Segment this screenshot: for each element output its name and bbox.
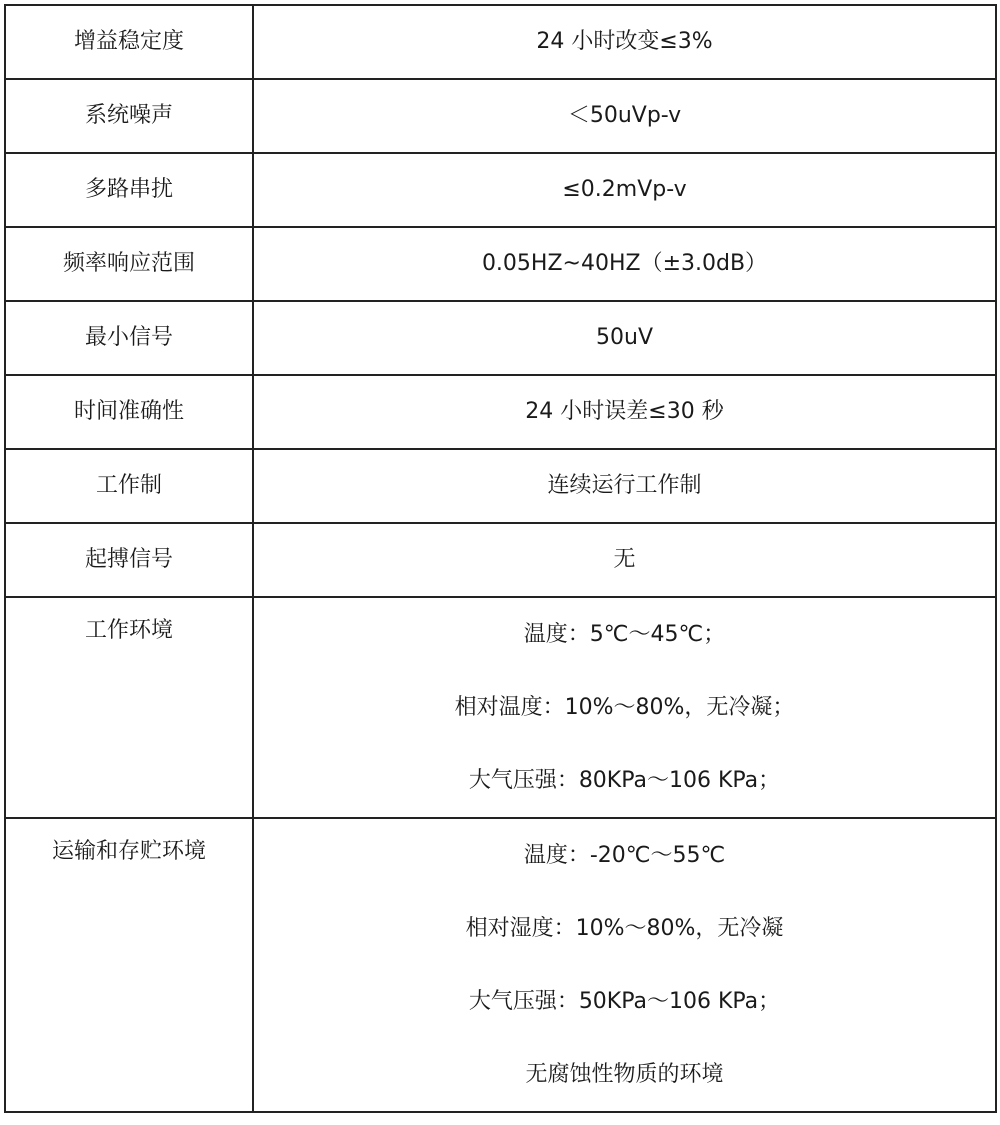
row-value: 无 <box>253 523 996 597</box>
table-row <box>5 375 996 449</box>
row-value-list <box>253 818 996 1112</box>
table-row <box>5 227 996 301</box>
row-label: 最小信号 <box>5 301 253 375</box>
row-value: ＜50uVp-v <box>253 79 996 153</box>
row-value: 连续运行工作制 <box>253 449 996 523</box>
table-row <box>5 153 996 227</box>
value-line: 大气压强：80KPa～106 KPa； <box>468 768 781 793</box>
table-row <box>5 449 996 523</box>
row-value: 0.05HZ~40HZ（±3.0dB） <box>253 227 996 301</box>
row-label: 频率响应范围 <box>5 227 253 301</box>
value-line: 无腐蚀性物质的环境 <box>525 1062 724 1087</box>
row-value-list <box>253 597 996 818</box>
table-row-transport-environment <box>5 818 996 1112</box>
row-label: 多路串扰 <box>5 153 253 227</box>
row-value: 24 小时误差≤30 秒 <box>253 375 996 449</box>
table-row <box>5 5 996 79</box>
value-line: 温度：-20℃～55℃ <box>523 843 726 868</box>
row-label: 工作环境 <box>5 597 253 818</box>
value-line: 相对温度：10%～80%，无冷凝； <box>454 695 795 720</box>
row-label: 系统噪声 <box>5 79 253 153</box>
row-value: ≤0.2mVp-v <box>253 153 996 227</box>
row-label: 工作制 <box>5 449 253 523</box>
table-row <box>5 301 996 375</box>
row-value: 24 小时改变≤3% <box>253 5 996 79</box>
table-row <box>5 523 996 597</box>
row-label: 时间准确性 <box>5 375 253 449</box>
row-label: 运输和存贮环境 <box>5 818 253 1112</box>
value-line: 相对湿度：10%～80%，无冷凝 <box>465 916 784 941</box>
table-row <box>5 79 996 153</box>
row-label: 起搏信号 <box>5 523 253 597</box>
value-line: 温度：5℃～45℃； <box>523 622 726 647</box>
value-line: 大气压强：50KPa～106 KPa； <box>468 989 781 1014</box>
row-value: 50uV <box>253 301 996 375</box>
row-label: 增益稳定度 <box>5 5 253 79</box>
table-row-work-environment <box>5 597 996 818</box>
spec-table <box>4 4 997 1113</box>
